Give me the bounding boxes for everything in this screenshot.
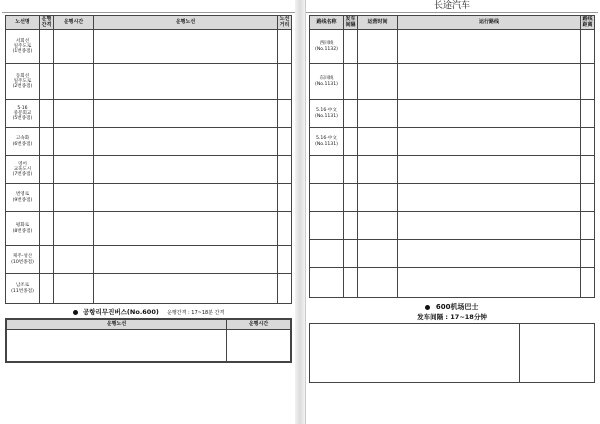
route-stops: [94, 274, 278, 304]
route-hours: [358, 268, 398, 298]
route-hours: [54, 156, 94, 184]
route-hours: [358, 184, 398, 212]
route-distance: [278, 100, 292, 128]
route-name: 西回线 (No.1132): [310, 30, 344, 64]
table-row: [310, 30, 595, 64]
route-stops: [94, 212, 278, 246]
table-row: [6, 128, 292, 156]
route-distance: [278, 156, 292, 184]
table-row: [6, 64, 292, 100]
route-interval: [40, 128, 54, 156]
table-row: [6, 184, 292, 212]
route-hours: [54, 30, 94, 64]
route-name: 영어 교육도시 (7번종점): [6, 156, 40, 184]
left-col-hours: 운행시간: [54, 16, 94, 30]
route-stops: [94, 64, 278, 100]
route-interval: [40, 274, 54, 304]
route-interval: [40, 156, 54, 184]
route-interval: [344, 240, 358, 268]
route-interval: [344, 156, 358, 184]
right-limousine-title: 600机场巴士: [306, 302, 598, 312]
limousine-route: [310, 324, 520, 382]
route-stops: [94, 156, 278, 184]
table-row: [310, 184, 595, 212]
route-hours: [54, 184, 94, 212]
route-name: 남조로 (11번종점): [6, 274, 40, 304]
route-hours: [358, 100, 398, 128]
route-stops: [398, 128, 581, 156]
route-stops: [398, 268, 581, 298]
right-col-hours: 运营时间: [358, 16, 398, 30]
route-hours: [358, 212, 398, 240]
table-row: [310, 100, 595, 128]
route-hours: [358, 30, 398, 64]
route-name: [310, 212, 344, 240]
route-interval: [344, 212, 358, 240]
bullet-icon: [425, 305, 430, 310]
table-row: [310, 128, 595, 156]
limousine-hours: [227, 330, 291, 362]
route-stops: [94, 246, 278, 274]
route-hours: [54, 64, 94, 100]
limousine-route: [7, 330, 227, 362]
table-row: [6, 30, 292, 64]
route-name: 고속화 (6번종점): [6, 128, 40, 156]
table-row: [6, 212, 292, 246]
right-bus-table: [309, 15, 595, 298]
route-stops: [94, 100, 278, 128]
route-stops: [398, 30, 581, 64]
route-name: [310, 184, 344, 212]
route-hours: [358, 240, 398, 268]
route-stops: [398, 156, 581, 184]
route-interval: [344, 128, 358, 156]
route-interval: [40, 64, 54, 100]
book-gutter: [295, 0, 305, 424]
table-row: [6, 274, 292, 304]
route-name: [310, 240, 344, 268]
route-stops: [398, 212, 581, 240]
route-interval: [40, 184, 54, 212]
bullet-icon: [73, 310, 78, 315]
left-col-route: 운행노선: [94, 16, 278, 30]
table-row: [6, 156, 292, 184]
right-col-interval: 发车间隔: [345, 15, 356, 28]
route-name: 번영로 (9번종점): [6, 184, 40, 212]
table-row: [310, 156, 595, 184]
table-row: [6, 100, 292, 128]
route-stops: [398, 100, 581, 128]
route-name: [310, 156, 344, 184]
route-interval: [344, 268, 358, 298]
route-distance: [278, 246, 292, 274]
route-distance: [278, 184, 292, 212]
route-name: 5.16·中文 (No.1131): [310, 128, 344, 156]
route-stops: [398, 64, 581, 100]
route-name: 5.16·中文 (No.1131): [310, 100, 344, 128]
route-distance: [581, 184, 595, 212]
route-hours: [54, 128, 94, 156]
route-interval: [40, 246, 54, 274]
left-limousine-box: [5, 318, 292, 363]
table-row: [310, 268, 595, 298]
route-stops: [94, 128, 278, 156]
left-bus-table: [5, 15, 292, 304]
route-name: 5·16 중문회교 (5번종점): [6, 100, 40, 128]
route-name: 东回线 (No.1131): [310, 64, 344, 100]
route-distance: [278, 128, 292, 156]
route-interval: [344, 64, 358, 100]
route-distance: [581, 212, 595, 240]
route-interval: [344, 100, 358, 128]
route-hours: [358, 64, 398, 100]
route-hours: [54, 212, 94, 246]
route-stops: [398, 184, 581, 212]
route-distance: [278, 212, 292, 246]
route-interval: [344, 184, 358, 212]
table-row: [310, 212, 595, 240]
route-interval: [40, 100, 54, 128]
table-row: [310, 240, 595, 268]
route-distance: [581, 64, 595, 100]
route-hours: [54, 274, 94, 304]
right-limousine-subtitle: 发车间隔 : 17~18分钟: [417, 313, 487, 321]
route-name: [310, 268, 344, 298]
left-col-interval: 운행 간격: [40, 16, 54, 30]
route-distance: [581, 268, 595, 298]
route-interval: [344, 30, 358, 64]
left-col-name: 노선명: [6, 16, 40, 30]
route-distance: [581, 30, 595, 64]
route-hours: [54, 246, 94, 274]
right-col-route: 运行路线: [398, 16, 581, 30]
left-page-header: [2, 0, 295, 13]
left-col-dist: 노선 거리: [278, 16, 292, 30]
route-name: 서회선 일주도로 (1번종점): [6, 30, 40, 64]
route-distance: [581, 240, 595, 268]
route-hours: [358, 156, 398, 184]
route-distance: [278, 30, 292, 64]
right-col-name: 路线名称: [310, 16, 344, 30]
route-distance: [278, 64, 292, 100]
limousine-col-route: 운행노선: [7, 320, 227, 330]
route-hours: [54, 100, 94, 128]
right-page-header: 长途汽车: [306, 0, 598, 13]
table-row: [310, 64, 595, 100]
right-page: [305, 0, 598, 424]
route-name: 제주-성산 (10번종점): [6, 246, 40, 274]
route-distance: [581, 100, 595, 128]
right-limousine-box: [309, 323, 595, 383]
route-interval: [40, 30, 54, 64]
left-limousine-title: 공항리무진버스(No.600) 운행간격 : 17~18분 간격: [2, 307, 295, 316]
right-col-dist: 路线距离: [582, 15, 593, 28]
route-interval: [40, 212, 54, 246]
limousine-col-hours: 운행시간: [227, 320, 291, 330]
limousine-hours: [520, 324, 594, 382]
route-distance: [581, 156, 595, 184]
route-name: 평화로 (8번종점): [6, 212, 40, 246]
route-name: 동회선 일주도로 (2번종점): [6, 64, 40, 100]
route-distance: [581, 128, 595, 156]
route-distance: [278, 274, 292, 304]
left-page: [2, 0, 295, 424]
route-stops: [398, 240, 581, 268]
table-row: [6, 246, 292, 274]
route-hours: [358, 128, 398, 156]
route-stops: [94, 30, 278, 64]
route-stops: [94, 184, 278, 212]
